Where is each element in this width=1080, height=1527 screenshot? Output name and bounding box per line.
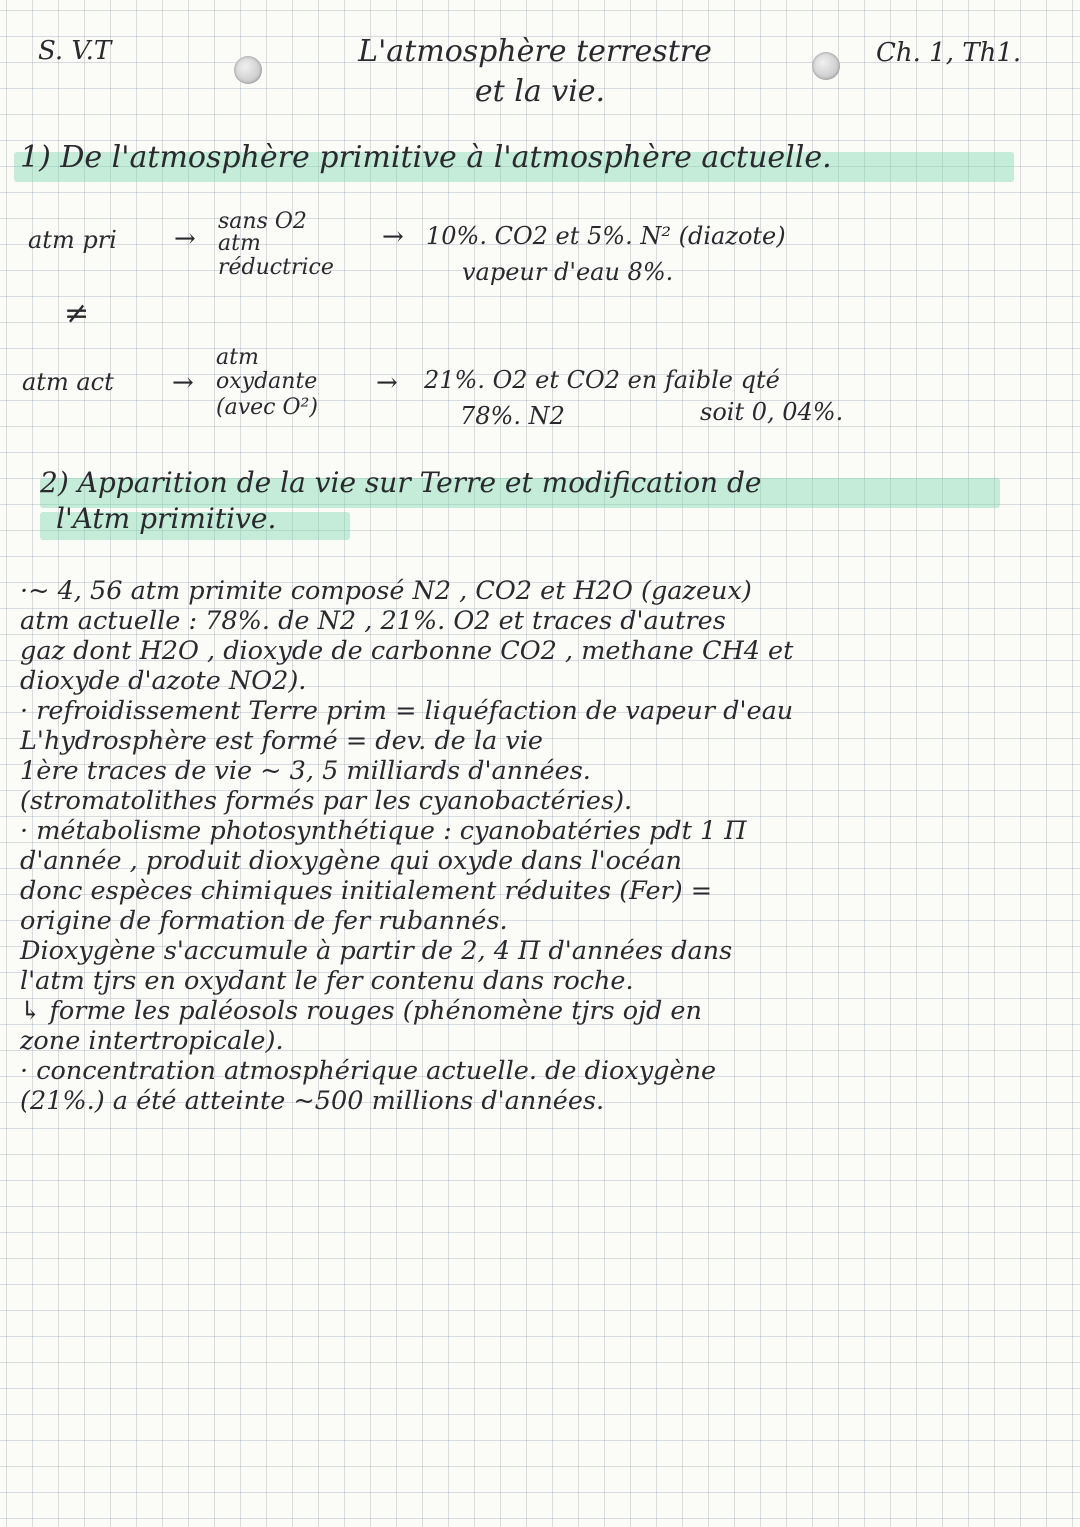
note-line: Dioxygène s'accumule à partir de 2, 4 Π d'années dans	[20, 936, 733, 966]
note-line: ·~ 4, 56 atm primite composé N2 , CO2 et H2O (gazeux)	[20, 576, 752, 606]
section1-title: 1) De l'atmosphère primitive à l'atmosphère actuelle.	[20, 140, 832, 175]
atm-actuelle-composition-1: 21%. O2 et CO2 en faible qté	[424, 366, 780, 394]
atm-actuelle-label: atm act	[22, 368, 114, 396]
note-line: donc espèces chimiques initialement réduites (Fer) =	[20, 876, 713, 906]
chapter-label: Ch. 1, Th1.	[876, 38, 1022, 68]
note-line: (stromatolithes formés par les cyanobactéries).	[20, 786, 633, 816]
note-line: ↳ forme les paléosols rouges (phénomène tjrs ojd en	[20, 996, 702, 1026]
note-line: · concentration atmosphérique actuelle. de dioxygène	[20, 1056, 717, 1086]
arrow-right-icon: →	[376, 368, 398, 398]
note-line: d'année , produit dioxygène qui oxyde dans l'océan	[20, 846, 682, 876]
atm-primitive-desc-1: sans O2	[218, 209, 307, 234]
note-line: 1ère traces de vie ~ 3, 5 milliards d'années.	[20, 756, 591, 786]
binder-hole-right	[812, 52, 840, 80]
note-line: · métabolisme photosynthétique : cyanobatéries pdt 1 Π	[20, 816, 747, 846]
atm-primitive-desc-3: réductrice	[218, 255, 334, 280]
atm-actuelle-desc-1: atm	[216, 345, 259, 370]
note-line: dioxyde d'azote NO2).	[20, 666, 307, 696]
note-line: zone intertropicale).	[20, 1026, 284, 1056]
arrow-right-icon: →	[174, 224, 196, 254]
binder-hole-left	[234, 56, 262, 84]
atm-actuelle-composition-2: 78%. N2	[460, 402, 565, 430]
note-line: · refroidissement Terre prim = liquéfaction de vapeur d'eau	[20, 696, 794, 726]
atm-actuelle-desc-2: oxydante	[216, 369, 318, 394]
note-line: atm actuelle : 78%. de N2 , 21%. O2 et traces d'autres	[20, 606, 726, 636]
section2-notes	[20, 576, 1070, 1116]
atm-primitive-label: atm pri	[28, 226, 117, 254]
atm-actuelle-desc-3: (avec O²)	[216, 395, 318, 420]
atm-primitive-desc-2: atm	[218, 231, 261, 256]
page-title-line1: L'atmosphère terrestre	[358, 34, 712, 69]
note-line: (21%.) a été atteinte ~500 millions d'années.	[20, 1086, 605, 1116]
arrow-right-icon: →	[382, 222, 404, 252]
arrow-right-icon: →	[172, 368, 194, 398]
section2-title-line1: 2) Apparition de la vie sur Terre et modification de	[40, 466, 762, 499]
not-equal-sign: ≠	[64, 296, 90, 331]
note-line: L'hydrosphère est formé = dev. de la vie	[20, 726, 543, 756]
note-line: origine de formation de fer rubannés.	[20, 906, 508, 936]
atm-primitive-composition-1: 10%. CO2 et 5%. N² (diazote)	[426, 222, 786, 250]
page-title-line2: et la vie.	[474, 74, 606, 109]
atm-actuelle-composition-3: soit 0, 04%.	[700, 398, 844, 426]
subject-label: S. V.T	[38, 36, 112, 66]
section2-title-line2: l'Atm primitive.	[56, 502, 277, 535]
note-line: l'atm tjrs en oxydant le fer contenu dans roche.	[20, 966, 634, 996]
atm-primitive-composition-2: vapeur d'eau 8%.	[462, 258, 674, 286]
note-line: gaz dont H2O , dioxyde de carbonne CO2 , methane CH4 et	[20, 636, 794, 666]
